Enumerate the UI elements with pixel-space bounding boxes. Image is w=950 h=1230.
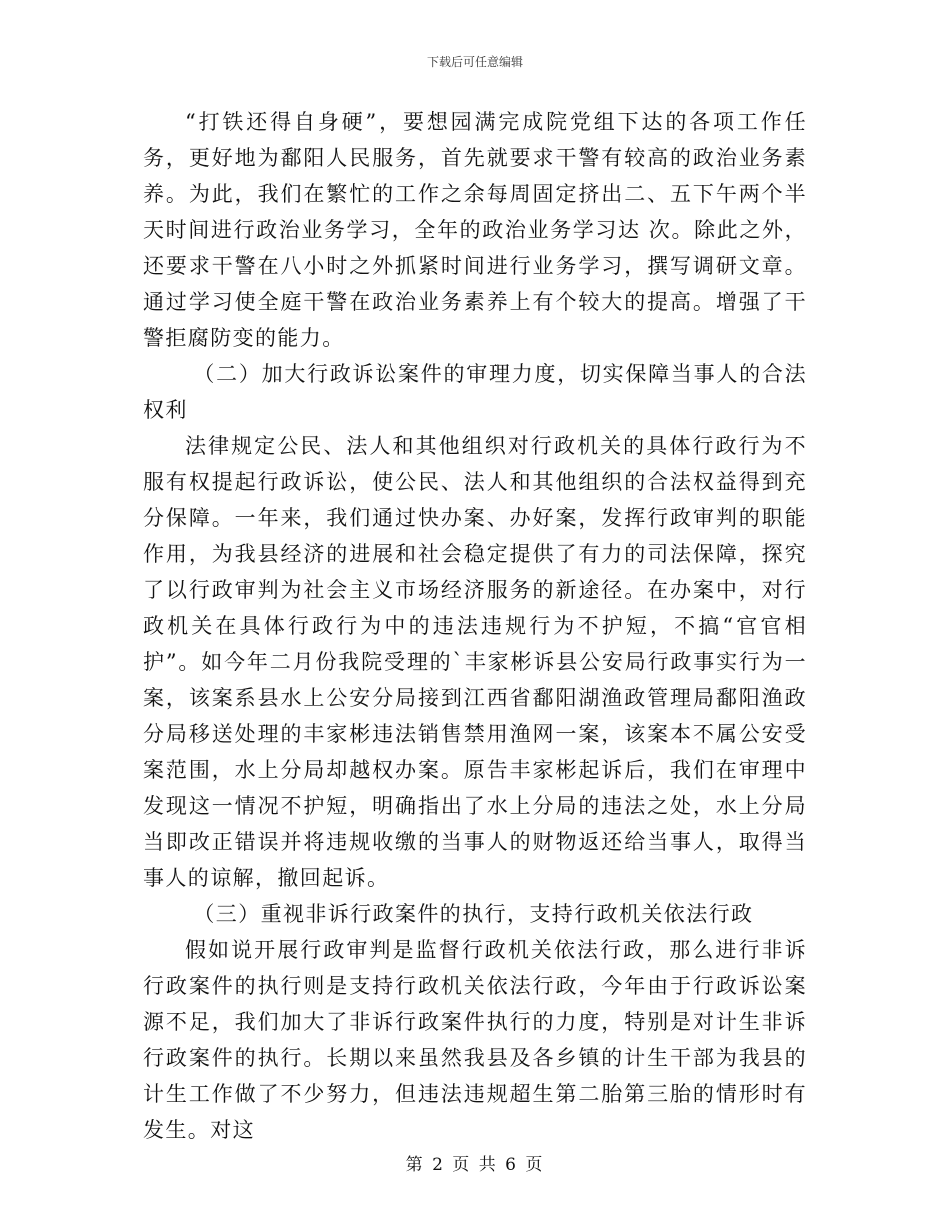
paragraph-non-litigation-execution: 假如说开展行政审判是监督行政机关依法行政，那么进行非诉行政案件的执行则是支持行政机关依法行政，今年由于行政诉讼案源不足，我们加大了非诉行政案件执行的力度，特别是对计生非诉行政案件的执行。长期以来虽然我县及各乡镇的计生干部为我县的计生工作做了不少努力，但违法违规超生第二胎第三胎的情形时有发生。对这	[143, 938, 807, 1142]
section-heading-2: （二）加大行政诉讼案件的审理力度，切实保障当事人的合法权利	[143, 362, 807, 422]
section-heading-3: （三）重视非诉行政案件的执行，支持行政机关依法行政	[193, 902, 754, 926]
paragraph-self-discipline: “打铁还得自身硬”，要想园满完成院党组下达的各项工作任务，更好地为鄱阳人民服务，首先就要求干警有较高的政治业务素养。为此，我们在繁忙的工作之余每周固定挤出二、五下午两个半天时间进行政治业务学习，全年的政治业务学习达 次。除此之外，还要求干警在八小时之外抓紧时间进行业务学习，撰写调研文章。通过学习使全庭干警在政治业务素养上有个较大的提高。增强了干警拒腐防变的能力。	[143, 110, 807, 350]
page-number-footer: 第 2 页 共 6 页	[405, 1155, 545, 1175]
paragraph-administrative-litigation: 法律规定公民、法人和其他组织对行政机关的具体行政行为不服有权提起行政诉讼，使公民、法人和其他组织的合法权益得到充分保障。一年来，我们通过快办案、办好案，发挥行政审判的职能作用，为我县经济的进展和社会稳定提供了有力的司法保障，探究了以行政审判为社会主义市场经济服务的新途径。在办案中，对行政机关在具体行政行为中的违法违规行为不护短，不搞“官官相护”。如今年二月份我院受理的`丰家彬诉县公安局行政事实行为一案，该案系县水上公安分局接到江西省鄱阳湖渔政管理局鄱阳渔政分局移送处理的丰家彬违法销售禁用渔网一案，该案本不属公安受案范围，水上分局却越权办案。原告丰家彬起诉后，我们在审理中发现这一情况不护短，明确指出了水上分局的违法之处，水上分局当即改正错误并将违规收缴的当事人的财物返还给当事人，取得当事人的谅解，撤回起诉。	[143, 434, 807, 890]
document-body	[143, 104, 807, 1148]
page-header: 下载后可任意编辑	[426, 55, 523, 69]
